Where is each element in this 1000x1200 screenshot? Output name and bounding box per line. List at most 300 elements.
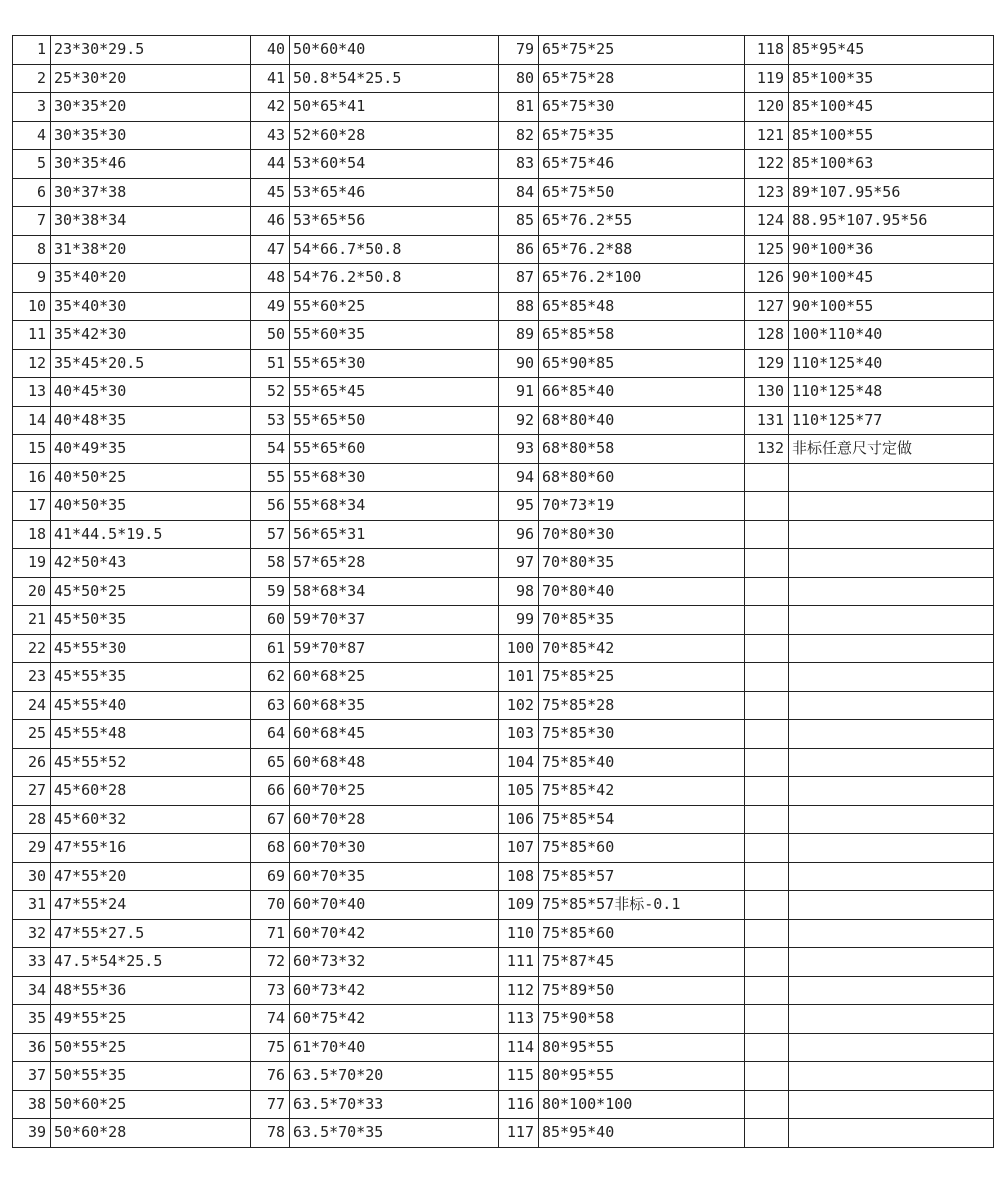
item-size: 47*55*24 bbox=[51, 891, 251, 920]
table-row bbox=[13, 577, 994, 606]
item-size: 75*85*60 bbox=[539, 919, 745, 948]
item-size: 60*75*42 bbox=[290, 1005, 499, 1034]
item-number: 37 bbox=[13, 1062, 51, 1091]
item-size: 50*55*35 bbox=[51, 1062, 251, 1091]
item-number: 117 bbox=[499, 1119, 539, 1148]
table-row bbox=[13, 1033, 994, 1062]
item-size bbox=[789, 720, 994, 749]
item-size: 60*70*40 bbox=[290, 891, 499, 920]
item-size: 85*100*45 bbox=[789, 93, 994, 122]
item-size bbox=[789, 1119, 994, 1148]
item-number: 91 bbox=[499, 378, 539, 407]
table-row bbox=[13, 919, 994, 948]
item-size: 45*50*35 bbox=[51, 606, 251, 635]
item-number: 16 bbox=[13, 463, 51, 492]
item-number bbox=[745, 748, 789, 777]
item-size: 30*35*46 bbox=[51, 150, 251, 179]
item-number: 25 bbox=[13, 720, 51, 749]
item-size: 35*40*30 bbox=[51, 292, 251, 321]
item-size: 65*75*46 bbox=[539, 150, 745, 179]
table-row bbox=[13, 150, 994, 179]
item-size: 47*55*20 bbox=[51, 862, 251, 891]
item-size: 40*49*35 bbox=[51, 435, 251, 464]
item-size bbox=[789, 748, 994, 777]
item-number: 64 bbox=[251, 720, 290, 749]
item-number: 83 bbox=[499, 150, 539, 179]
item-size bbox=[789, 891, 994, 920]
item-number: 118 bbox=[745, 36, 789, 65]
item-size: 40*50*25 bbox=[51, 463, 251, 492]
item-size: 45*55*52 bbox=[51, 748, 251, 777]
item-size: 57*65*28 bbox=[290, 549, 499, 578]
item-number: 33 bbox=[13, 948, 51, 977]
table-row bbox=[13, 93, 994, 122]
item-number: 94 bbox=[499, 463, 539, 492]
item-number: 123 bbox=[745, 178, 789, 207]
item-size: 55*65*50 bbox=[290, 406, 499, 435]
item-size: 68*80*60 bbox=[539, 463, 745, 492]
item-number: 56 bbox=[251, 492, 290, 521]
item-size: 60*73*42 bbox=[290, 976, 499, 1005]
item-number bbox=[745, 891, 789, 920]
item-number bbox=[745, 1033, 789, 1062]
item-number: 122 bbox=[745, 150, 789, 179]
item-number: 67 bbox=[251, 805, 290, 834]
item-number bbox=[745, 520, 789, 549]
item-size: 40*45*30 bbox=[51, 378, 251, 407]
table-row bbox=[13, 663, 994, 692]
item-size: 61*70*40 bbox=[290, 1033, 499, 1062]
item-size bbox=[789, 577, 994, 606]
item-size: 75*85*42 bbox=[539, 777, 745, 806]
item-number: 15 bbox=[13, 435, 51, 464]
item-size: 66*85*40 bbox=[539, 378, 745, 407]
table-row bbox=[13, 406, 994, 435]
item-number: 46 bbox=[251, 207, 290, 236]
item-number: 42 bbox=[251, 93, 290, 122]
item-number: 125 bbox=[745, 235, 789, 264]
table-row bbox=[13, 691, 994, 720]
item-number bbox=[745, 577, 789, 606]
item-number: 128 bbox=[745, 321, 789, 350]
item-number: 127 bbox=[745, 292, 789, 321]
item-number: 89 bbox=[499, 321, 539, 350]
table-row bbox=[13, 805, 994, 834]
item-number: 47 bbox=[251, 235, 290, 264]
item-size: 75*85*40 bbox=[539, 748, 745, 777]
item-number: 30 bbox=[13, 862, 51, 891]
item-size: 65*75*50 bbox=[539, 178, 745, 207]
item-number: 11 bbox=[13, 321, 51, 350]
item-number bbox=[745, 634, 789, 663]
item-number: 26 bbox=[13, 748, 51, 777]
item-number: 57 bbox=[251, 520, 290, 549]
item-size: 65*75*25 bbox=[539, 36, 745, 65]
item-size: 63.5*70*33 bbox=[290, 1090, 499, 1119]
item-number: 112 bbox=[499, 976, 539, 1005]
item-size: 23*30*29.5 bbox=[51, 36, 251, 65]
item-number: 120 bbox=[745, 93, 789, 122]
item-size: 63.5*70*35 bbox=[290, 1119, 499, 1148]
item-number: 101 bbox=[499, 663, 539, 692]
item-size: 50*55*25 bbox=[51, 1033, 251, 1062]
item-size bbox=[789, 919, 994, 948]
item-number: 51 bbox=[251, 349, 290, 378]
item-number: 4 bbox=[13, 121, 51, 150]
table-row bbox=[13, 235, 994, 264]
item-size: 53*65*56 bbox=[290, 207, 499, 236]
item-number: 104 bbox=[499, 748, 539, 777]
item-size: 50*60*25 bbox=[51, 1090, 251, 1119]
item-number bbox=[745, 862, 789, 891]
item-number: 105 bbox=[499, 777, 539, 806]
item-number bbox=[745, 1090, 789, 1119]
item-size: 75*89*50 bbox=[539, 976, 745, 1005]
item-size: 75*85*60 bbox=[539, 834, 745, 863]
item-number bbox=[745, 463, 789, 492]
item-size: 45*55*30 bbox=[51, 634, 251, 663]
item-size: 90*100*55 bbox=[789, 292, 994, 321]
item-number: 32 bbox=[13, 919, 51, 948]
item-number: 3 bbox=[13, 93, 51, 122]
item-number bbox=[745, 948, 789, 977]
item-size: 75*90*58 bbox=[539, 1005, 745, 1034]
item-number: 23 bbox=[13, 663, 51, 692]
item-size: 50*65*41 bbox=[290, 93, 499, 122]
item-size: 54*66.7*50.8 bbox=[290, 235, 499, 264]
item-size: 80*95*55 bbox=[539, 1033, 745, 1062]
item-number: 61 bbox=[251, 634, 290, 663]
table-row bbox=[13, 891, 994, 920]
item-number: 13 bbox=[13, 378, 51, 407]
item-size bbox=[789, 805, 994, 834]
item-number bbox=[745, 1005, 789, 1034]
item-size: 110*125*40 bbox=[789, 349, 994, 378]
item-size bbox=[789, 1005, 994, 1034]
table-row bbox=[13, 834, 994, 863]
item-number: 131 bbox=[745, 406, 789, 435]
item-number: 55 bbox=[251, 463, 290, 492]
table-row bbox=[13, 463, 994, 492]
item-number: 20 bbox=[13, 577, 51, 606]
table-row bbox=[13, 36, 994, 65]
table-row bbox=[13, 720, 994, 749]
table-row bbox=[13, 549, 994, 578]
item-number: 130 bbox=[745, 378, 789, 407]
table-row bbox=[13, 349, 994, 378]
item-number: 53 bbox=[251, 406, 290, 435]
item-number: 54 bbox=[251, 435, 290, 464]
item-number: 92 bbox=[499, 406, 539, 435]
item-size: 35*45*20.5 bbox=[51, 349, 251, 378]
item-number: 1 bbox=[13, 36, 51, 65]
item-number: 102 bbox=[499, 691, 539, 720]
item-size: 25*30*20 bbox=[51, 64, 251, 93]
item-size: 47.5*54*25.5 bbox=[51, 948, 251, 977]
item-size: 58*68*34 bbox=[290, 577, 499, 606]
table-row bbox=[13, 292, 994, 321]
item-number: 75 bbox=[251, 1033, 290, 1062]
item-number: 114 bbox=[499, 1033, 539, 1062]
item-size bbox=[789, 549, 994, 578]
item-number: 39 bbox=[13, 1119, 51, 1148]
table-row bbox=[13, 264, 994, 293]
item-size: 63.5*70*20 bbox=[290, 1062, 499, 1091]
item-size: 47*55*27.5 bbox=[51, 919, 251, 948]
item-size: 30*35*20 bbox=[51, 93, 251, 122]
item-number: 22 bbox=[13, 634, 51, 663]
item-size: 45*55*48 bbox=[51, 720, 251, 749]
item-number: 74 bbox=[251, 1005, 290, 1034]
item-number: 73 bbox=[251, 976, 290, 1005]
item-number: 98 bbox=[499, 577, 539, 606]
item-size: 47*55*16 bbox=[51, 834, 251, 863]
item-number bbox=[745, 976, 789, 1005]
item-size: 85*100*55 bbox=[789, 121, 994, 150]
item-size: 56*65*31 bbox=[290, 520, 499, 549]
item-size: 30*37*38 bbox=[51, 178, 251, 207]
table-row bbox=[13, 976, 994, 1005]
item-number: 6 bbox=[13, 178, 51, 207]
item-number: 40 bbox=[251, 36, 290, 65]
item-size: 45*55*40 bbox=[51, 691, 251, 720]
item-number: 126 bbox=[745, 264, 789, 293]
item-number: 44 bbox=[251, 150, 290, 179]
item-size: 68*80*40 bbox=[539, 406, 745, 435]
item-size: 60*73*32 bbox=[290, 948, 499, 977]
item-number: 70 bbox=[251, 891, 290, 920]
item-size: 54*76.2*50.8 bbox=[290, 264, 499, 293]
item-size: 52*60*28 bbox=[290, 121, 499, 150]
item-size: 60*70*25 bbox=[290, 777, 499, 806]
item-number: 7 bbox=[13, 207, 51, 236]
item-size: 35*40*20 bbox=[51, 264, 251, 293]
item-size: 60*68*25 bbox=[290, 663, 499, 692]
item-number: 69 bbox=[251, 862, 290, 891]
item-size: 42*50*43 bbox=[51, 549, 251, 578]
item-size: 50*60*40 bbox=[290, 36, 499, 65]
item-number: 2 bbox=[13, 64, 51, 93]
item-size: 50.8*54*25.5 bbox=[290, 64, 499, 93]
item-size: 85*95*45 bbox=[789, 36, 994, 65]
item-size: 60*68*48 bbox=[290, 748, 499, 777]
item-size: 65*85*48 bbox=[539, 292, 745, 321]
item-number: 68 bbox=[251, 834, 290, 863]
size-table-body bbox=[13, 36, 994, 1148]
item-size: 85*95*40 bbox=[539, 1119, 745, 1148]
table-row bbox=[13, 777, 994, 806]
item-size: 70*85*42 bbox=[539, 634, 745, 663]
table-row bbox=[13, 1062, 994, 1091]
item-number: 17 bbox=[13, 492, 51, 521]
item-number: 58 bbox=[251, 549, 290, 578]
item-size: 55*68*30 bbox=[290, 463, 499, 492]
item-size: 65*85*58 bbox=[539, 321, 745, 350]
item-size: 59*70*37 bbox=[290, 606, 499, 635]
item-number: 29 bbox=[13, 834, 51, 863]
item-number: 43 bbox=[251, 121, 290, 150]
table-row bbox=[13, 121, 994, 150]
table-row bbox=[13, 1005, 994, 1034]
item-size: 65*76.2*88 bbox=[539, 235, 745, 264]
item-number bbox=[745, 805, 789, 834]
item-size: 35*42*30 bbox=[51, 321, 251, 350]
item-number bbox=[745, 919, 789, 948]
item-size: 50*60*28 bbox=[51, 1119, 251, 1148]
item-number: 45 bbox=[251, 178, 290, 207]
item-size bbox=[789, 976, 994, 1005]
item-number: 62 bbox=[251, 663, 290, 692]
item-size: 88.95*107.95*56 bbox=[789, 207, 994, 236]
item-number: 88 bbox=[499, 292, 539, 321]
item-size: 80*95*55 bbox=[539, 1062, 745, 1091]
item-size: 55*65*60 bbox=[290, 435, 499, 464]
item-size: 55*65*30 bbox=[290, 349, 499, 378]
item-number: 111 bbox=[499, 948, 539, 977]
item-number: 36 bbox=[13, 1033, 51, 1062]
item-number: 116 bbox=[499, 1090, 539, 1119]
item-size: 60*68*45 bbox=[290, 720, 499, 749]
item-number: 19 bbox=[13, 549, 51, 578]
item-size: 53*60*54 bbox=[290, 150, 499, 179]
item-number bbox=[745, 663, 789, 692]
item-number: 93 bbox=[499, 435, 539, 464]
item-size: 59*70*87 bbox=[290, 634, 499, 663]
table-row bbox=[13, 520, 994, 549]
item-size bbox=[789, 777, 994, 806]
item-number: 86 bbox=[499, 235, 539, 264]
table-row bbox=[13, 321, 994, 350]
item-size: 53*65*46 bbox=[290, 178, 499, 207]
item-size: 55*60*35 bbox=[290, 321, 499, 350]
item-number bbox=[745, 834, 789, 863]
item-number: 24 bbox=[13, 691, 51, 720]
item-size bbox=[789, 691, 994, 720]
table-row bbox=[13, 948, 994, 977]
item-number: 28 bbox=[13, 805, 51, 834]
item-number: 81 bbox=[499, 93, 539, 122]
item-number: 132 bbox=[745, 435, 789, 464]
item-number: 18 bbox=[13, 520, 51, 549]
item-size: 80*100*100 bbox=[539, 1090, 745, 1119]
table-row bbox=[13, 492, 994, 521]
table-row bbox=[13, 378, 994, 407]
item-size: 60*70*28 bbox=[290, 805, 499, 834]
item-number: 109 bbox=[499, 891, 539, 920]
table-row bbox=[13, 178, 994, 207]
item-size bbox=[789, 492, 994, 521]
item-size: 90*100*36 bbox=[789, 235, 994, 264]
table-row bbox=[13, 1090, 994, 1119]
item-size bbox=[789, 1090, 994, 1119]
item-number: 115 bbox=[499, 1062, 539, 1091]
item-size: 65*75*30 bbox=[539, 93, 745, 122]
item-size bbox=[789, 606, 994, 635]
item-number bbox=[745, 549, 789, 578]
item-size bbox=[789, 948, 994, 977]
item-number: 41 bbox=[251, 64, 290, 93]
item-number: 80 bbox=[499, 64, 539, 93]
item-number: 8 bbox=[13, 235, 51, 264]
item-number: 21 bbox=[13, 606, 51, 635]
item-size: 75*85*28 bbox=[539, 691, 745, 720]
item-size: 31*38*20 bbox=[51, 235, 251, 264]
item-size: 110*125*48 bbox=[789, 378, 994, 407]
item-size: 60*70*42 bbox=[290, 919, 499, 948]
item-size: 45*60*32 bbox=[51, 805, 251, 834]
item-number: 5 bbox=[13, 150, 51, 179]
item-number bbox=[745, 691, 789, 720]
item-number: 9 bbox=[13, 264, 51, 293]
item-number: 121 bbox=[745, 121, 789, 150]
item-number: 103 bbox=[499, 720, 539, 749]
item-size: 75*85*30 bbox=[539, 720, 745, 749]
item-size: 60*70*30 bbox=[290, 834, 499, 863]
item-size: 70*85*35 bbox=[539, 606, 745, 635]
item-number: 60 bbox=[251, 606, 290, 635]
item-number: 87 bbox=[499, 264, 539, 293]
table-row bbox=[13, 862, 994, 891]
item-number: 31 bbox=[13, 891, 51, 920]
item-number: 49 bbox=[251, 292, 290, 321]
item-number: 27 bbox=[13, 777, 51, 806]
item-size: 45*55*35 bbox=[51, 663, 251, 692]
item-number: 82 bbox=[499, 121, 539, 150]
item-size: 65*75*35 bbox=[539, 121, 745, 150]
item-number bbox=[745, 720, 789, 749]
item-size: 55*60*25 bbox=[290, 292, 499, 321]
item-number: 78 bbox=[251, 1119, 290, 1148]
item-number: 52 bbox=[251, 378, 290, 407]
item-number bbox=[745, 606, 789, 635]
table-row bbox=[13, 606, 994, 635]
item-size bbox=[789, 520, 994, 549]
item-size: 30*35*30 bbox=[51, 121, 251, 150]
item-number: 108 bbox=[499, 862, 539, 891]
item-number: 59 bbox=[251, 577, 290, 606]
item-number: 65 bbox=[251, 748, 290, 777]
item-size: 90*100*45 bbox=[789, 264, 994, 293]
item-size bbox=[789, 1033, 994, 1062]
item-number bbox=[745, 1119, 789, 1148]
item-size bbox=[789, 463, 994, 492]
item-number: 48 bbox=[251, 264, 290, 293]
item-size: 110*125*77 bbox=[789, 406, 994, 435]
item-number: 119 bbox=[745, 64, 789, 93]
item-number: 76 bbox=[251, 1062, 290, 1091]
item-number: 113 bbox=[499, 1005, 539, 1034]
item-size: 40*48*35 bbox=[51, 406, 251, 435]
table-row bbox=[13, 748, 994, 777]
item-number: 106 bbox=[499, 805, 539, 834]
item-size: 75*85*57 bbox=[539, 862, 745, 891]
table-row bbox=[13, 634, 994, 663]
item-number: 14 bbox=[13, 406, 51, 435]
item-size: 70*73*19 bbox=[539, 492, 745, 521]
item-number: 95 bbox=[499, 492, 539, 521]
item-size: 48*55*36 bbox=[51, 976, 251, 1005]
item-size bbox=[789, 663, 994, 692]
item-number: 84 bbox=[499, 178, 539, 207]
item-size bbox=[789, 862, 994, 891]
table-row bbox=[13, 1119, 994, 1148]
item-number: 10 bbox=[13, 292, 51, 321]
item-size: 65*75*28 bbox=[539, 64, 745, 93]
item-size: 85*100*35 bbox=[789, 64, 994, 93]
item-number: 71 bbox=[251, 919, 290, 948]
item-number: 12 bbox=[13, 349, 51, 378]
table-row bbox=[13, 64, 994, 93]
